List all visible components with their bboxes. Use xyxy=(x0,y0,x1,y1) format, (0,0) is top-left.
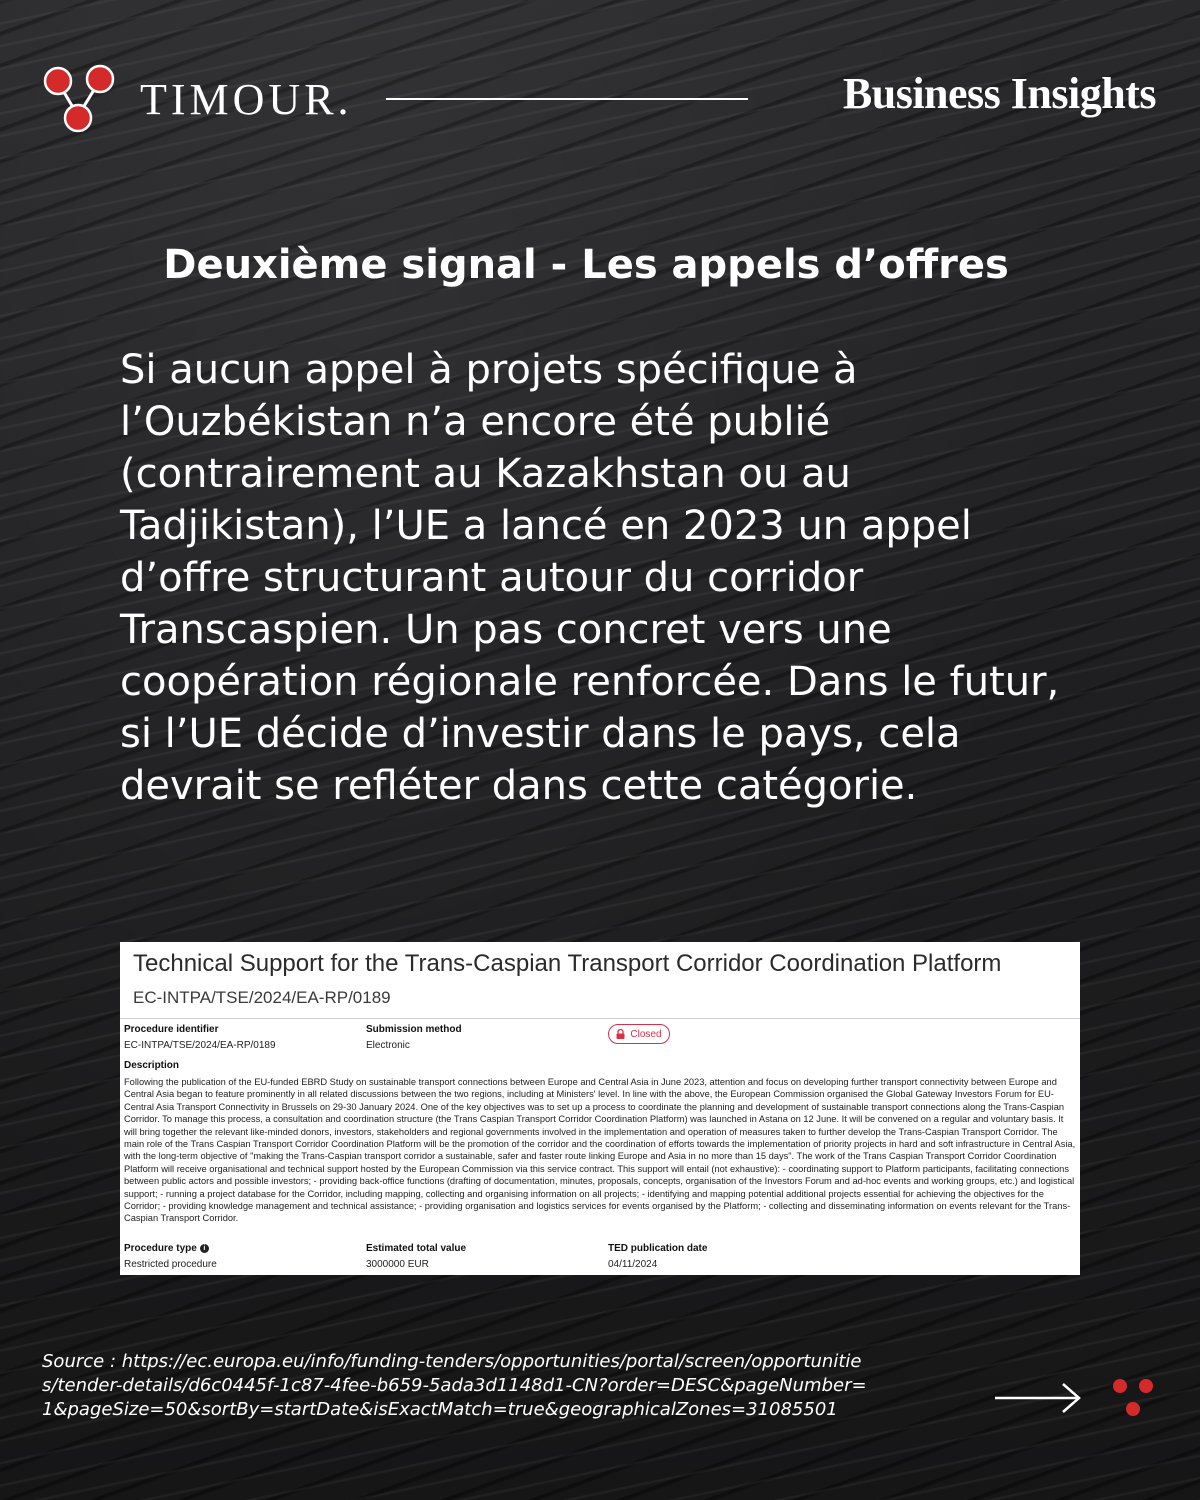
status-badge xyxy=(608,1024,670,1044)
description-label: Description xyxy=(124,1060,180,1071)
submission-method-value: Electronic xyxy=(366,1040,410,1051)
brand-name: TIMOUR. xyxy=(140,75,353,124)
three-dots-icon xyxy=(1108,1376,1160,1420)
header-tagline: Business Insights xyxy=(842,69,1156,118)
timour-logo-icon xyxy=(40,64,120,134)
source-citation: Source : https://ec.europa.eu/info/funding-tenders/opportunities/portal/screen/opportunities/tender-details/d6c0445f-1c87-4fee-b659-5ada3d1148d1-CN?order=DESC&pageNumber=1&pageSize=50&sortBy=startDate&isExactMatch=true&geographicalZones=31085501 xyxy=(42,1351,867,1420)
arrow-right-icon[interactable] xyxy=(993,1380,1083,1416)
procedure-type-label: Procedure type xyxy=(124,1243,197,1254)
description-text: Following the publication of the EU-funded EBRD Study on sustainable transport connections between Europe and Central Asia in June 2023, attention and focus on developing further transport connectivity between Europe and Central Asia began to feature prominently in all related discussions between the two regions, including at Ministers' level. In line with the above, the European Commission organised the Global Gateway Investors Forum for EU-Central Asia Transport Connectivity in Brussels on 29-30 January 2024. One of the key objectives was to set up a process to coordinate the planning and development of sustainable transport connections along the Trans-Caspian Corridor. To manage this process, a consultation and coordination structure (the Trans Caspian Transport Corridor Coordination Platform) was launched in Astana on 12 June. It will be convened on a regular and voluntary basis. It will bring together the relevant like-minded donors, investors, stakeholders and regional governments involved in the implementation and operation of measures taken to further develop the Trans-Caspian Transport Corridor. The main role of the Trans Caspian Transport Corridor Coordination Platform will be the promotion of the corridor and the coordination of efforts towards the implementation of priority projects in hard and soft infrastructure in Central Asia, with the long-term objective of "making the Trans-Caspian transport corridor a sustainable, safer and faster route linking Europe and Asia in no more than 15 days". The work of the Trans Caspian Transport Corridor Coordination Platform will receive organisational and technical support hosted by the European Commission via this service contract. This support will entail (not exhaustive): - coordinating support to Platform participants, facilitating connections between public actors and possible investors; - providing back-office functions (drafting of documentation, minutes, proposals, concepts, organisation of the Investors Forum and ad-hoc events and working groups, etc.) and logistical support; - running a project database for the Corridor, including mapping, collecting and organising information on all projects; - identifying and mapping potential additional projects essential for achieving the objectives for the Corridor; - providing knowledge management and technical assistance; - providing organisation and logistics services for events organised by the Platform; - collecting and disseminating information on events relevant for the Trans-Caspian Transport Corridor. xyxy=(124,1077,1076,1224)
tender-divider xyxy=(120,1018,1080,1019)
submission-method-label: Submission method xyxy=(366,1024,462,1035)
header-divider xyxy=(386,98,748,100)
ted-date-label: TED publication date xyxy=(608,1243,708,1254)
info-icon[interactable]: i xyxy=(200,1244,209,1253)
procedure-identifier-label: Procedure identifier xyxy=(124,1024,219,1035)
ted-date-value: 04/11/2024 xyxy=(608,1259,658,1270)
slide-body: Si aucun appel à projets spécifique à l’Ouzbékistan n’a encore été publié (contrairement au Kazakhstan ou au Tadjikistan), l’UE a lancé en 2023 un appel d’offre structurant autour du corridor Transcaspien. Un pas concret vers une coopération régionale renforcée. Dans le futur, si l’UE décide d’investir dans le pays, cela devrait se refléter dans cette catégorie. xyxy=(120,347,1060,809)
lock-icon xyxy=(616,1029,625,1039)
tender-title: Technical Support for the Trans-Caspian Transport Corridor Coordination Platform xyxy=(133,950,1002,977)
estimated-value-label: Estimated total value xyxy=(366,1243,467,1254)
tender-screenshot xyxy=(120,942,1080,1275)
status-label: Closed xyxy=(630,1028,662,1040)
procedure-type-label-wrap xyxy=(124,1243,209,1254)
procedure-type-value: Restricted procedure xyxy=(124,1259,217,1270)
slide-title: Deuxième signal - Les appels d’offres xyxy=(163,242,1009,288)
procedure-identifier-value: EC-INTPA/TSE/2024/EA-RP/0189 xyxy=(124,1040,276,1051)
estimated-value-value: 3000000 EUR xyxy=(366,1259,429,1270)
tender-reference: EC-INTPA/TSE/2024/EA-RP/0189 xyxy=(133,988,391,1007)
